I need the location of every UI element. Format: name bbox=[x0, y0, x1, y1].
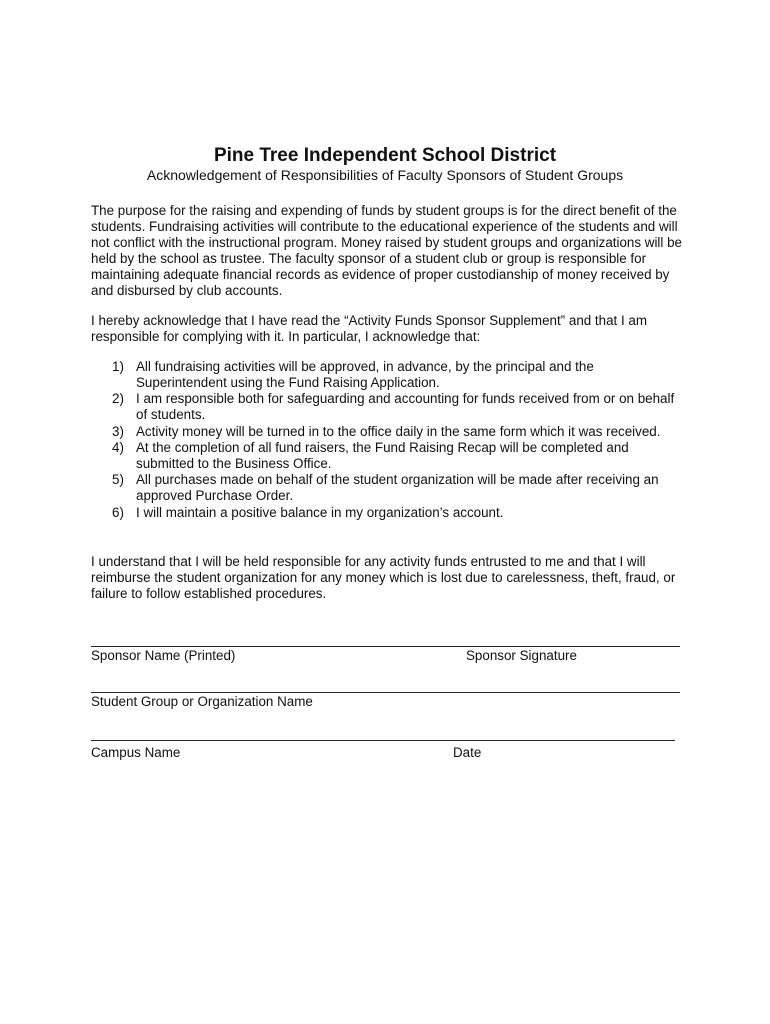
sponsor-name-label: Sponsor Name (Printed) bbox=[91, 648, 236, 663]
list-item-number: 5) bbox=[112, 472, 124, 488]
list-item-number: 3) bbox=[112, 423, 124, 439]
list-item bbox=[112, 391, 687, 423]
list-item-text: Activity money will be turned in to the office daily in the same form which it was received. bbox=[136, 423, 661, 439]
list-item bbox=[112, 424, 687, 440]
campus-date-line[interactable] bbox=[91, 740, 675, 741]
campus-name-label: Campus Name bbox=[91, 745, 181, 760]
list-item-number: 6) bbox=[112, 504, 124, 520]
purpose-paragraph: The purpose for the raising and expending of funds by student groups is for the direct benefit of the students. Fundraising activities will contribute to the educational experience of the students and will not conflict with the instructional program. Money raised by student groups and organizations will be held by the school as trustee. The faculty sponsor of a student club or group is responsible for maintaining adequate financial records as evidence of proper custodianship of money received by and disbursed by club accounts. bbox=[91, 203, 682, 298]
list-item-text: At the completion of all fund raisers, the Fund Raising Recap will be completed and submitted to the Business Office. bbox=[136, 440, 629, 471]
responsibility-paragraph: I understand that I will be held responsible for any activity funds entrusted to me and that I will reimburse the student organization for any money which is lost due to carelessness, theft, fraud, or failure to follow established procedures. bbox=[91, 554, 676, 601]
organization-name-line[interactable] bbox=[91, 692, 680, 693]
organization-name-label: Student Group or Organization Name bbox=[91, 694, 313, 709]
acknowledgement-paragraph: I hereby acknowledge that I have read the “Activity Funds Sponsor Supplement” and that I am responsible for complying with it. In particular, I acknowledge that: bbox=[91, 313, 648, 344]
list-item-number: 4) bbox=[112, 440, 124, 456]
list-item-number: 2) bbox=[112, 391, 124, 407]
list-item-text: I am responsible both for safeguarding and accounting for funds received from or on behalf of students. bbox=[136, 391, 675, 423]
date-label: Date bbox=[453, 745, 482, 760]
acknowledgement-list bbox=[112, 359, 687, 521]
list-item bbox=[112, 505, 687, 521]
list-item bbox=[112, 440, 687, 472]
list-item-text: All fundraising activities will be approved, in advance, by the principal and the Superintendent using the Fund Raising Application. bbox=[136, 359, 594, 390]
list-item bbox=[112, 472, 687, 504]
list-item bbox=[112, 359, 687, 391]
document-subtitle: Acknowledgement of Responsibilities of Faculty Sponsors of Student Groups bbox=[146, 167, 624, 183]
sponsor-name-signature-line[interactable] bbox=[91, 646, 680, 647]
sponsor-signature-label: Sponsor Signature bbox=[466, 648, 577, 663]
list-item-text: I will maintain a positive balance in my organization’s account. bbox=[136, 504, 504, 520]
document-title: Pine Tree Independent School District bbox=[213, 145, 557, 166]
list-item-text: All purchases made on behalf of the student organization will be made after receiving an approved Purchase Order. bbox=[136, 472, 659, 504]
list-item-number: 1) bbox=[112, 359, 124, 374]
